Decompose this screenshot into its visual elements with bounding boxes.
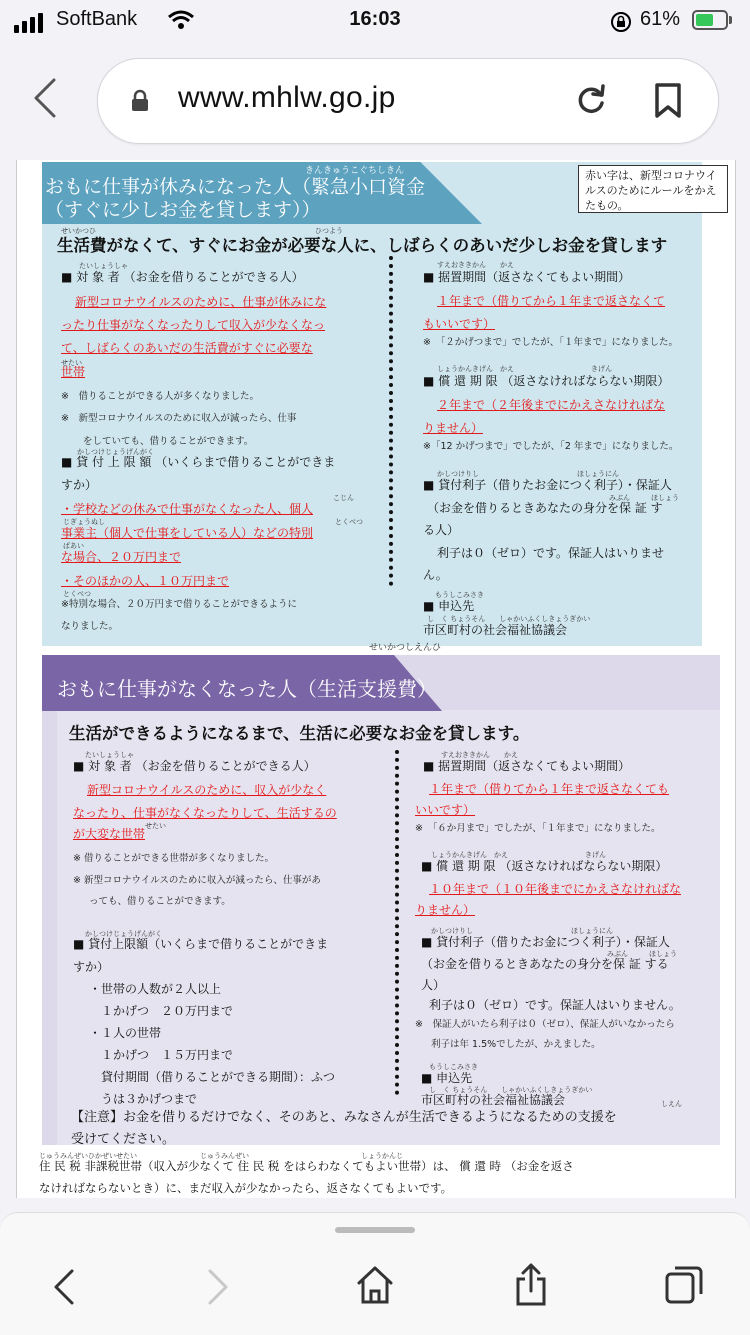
ruby: しょうかんきげん かえ きげん [437, 365, 612, 373]
s1-repay-heading: ■ 償 還 期 限 （返さなければならない期限） [423, 374, 670, 388]
s2-interest-c: 人） [421, 978, 446, 992]
ruby: すえおききかん かえ [437, 261, 514, 269]
s2-apply-heading: ■ 申込先 [421, 1071, 473, 1085]
ruby: ひつよう [315, 227, 343, 235]
s2-item: ・１人の世帯 [89, 1026, 162, 1040]
s1-grace-red: もいいです） [423, 317, 496, 331]
ruby: し く ちょうそん しゃかいふくしきょうぎかい [427, 615, 591, 623]
s2-note: ※ 借りることができる世帯が多くなりました。 [73, 853, 274, 864]
chevron-right-icon [206, 1269, 230, 1305]
s1-apply-heading: ■ 申込先 [423, 599, 475, 613]
ruby: し く ちょうそん しゃかいふくしきょうぎかい [429, 1086, 593, 1094]
section1-title: おもに仕事が休みになった人（緊急小口資金 [45, 176, 426, 198]
ruby: せたい [61, 359, 82, 367]
clock: 16:03 [349, 8, 401, 30]
ruby: じゅうみんぜいひかぜいせたい じゅうみんぜい しょうかんじ [39, 1152, 403, 1160]
ruby: かしつけじょうげんがく [85, 930, 162, 938]
ruby: しえん [661, 1100, 682, 1108]
s2-item: １かげつ ２０万円まで [101, 1004, 234, 1018]
s2-item: １かげつ １５万円まで [101, 1048, 234, 1062]
back-nav-button[interactable] [52, 1269, 76, 1309]
s2-repay-red: りません） [415, 903, 476, 917]
footnote-line2: なければならないとき）に、まだ収入が少なかったら、返さなくてもよいです。 [39, 1181, 453, 1195]
home-icon[interactable] [356, 1265, 394, 1309]
bottom-toolbar [0, 1212, 750, 1335]
status-bar [0, 0, 750, 42]
s1-limit-heading: ■ 貸 付 上 限 額 （いくらまで借りることができま [61, 455, 336, 469]
ruby: かしつけじょうげんがく [77, 448, 154, 456]
section1-lead: 生活費がなくて、すぐにお金が必要な人に、しばらくのあいだ少しお金を貸します [57, 236, 668, 255]
s1-note: ※ 借りることができる人が多くなりました。 [61, 391, 259, 402]
s1-interest-b: （お金を借りるときあなたの身分を保 証 す [427, 501, 663, 515]
tabs-icon[interactable] [664, 1265, 704, 1309]
s1-note: をしていても、借りることができます。 [83, 436, 254, 447]
s2-grace-heading: ■ 据置期間（返さなくてもよい期間） [423, 759, 631, 773]
reload-icon[interactable] [574, 83, 608, 121]
column-divider [395, 750, 399, 1095]
s1-target-heading: ■ 対 象 者 （お金を借りることができる人） [61, 270, 304, 284]
browser-toolbar [0, 42, 750, 160]
address-bar[interactable] [97, 58, 719, 144]
ruby: しょうかんきげん かえ きげん [431, 851, 606, 859]
s1-target-red: ったり仕事がなくなったりして収入が少なくなっ [61, 318, 326, 332]
s1-note: ※ 新型コロナウイルスのために収入が減ったら、仕事 [61, 413, 297, 424]
s1-interest-d: 利子は０（ゼロ）です。保証人はいりませ [437, 546, 665, 560]
s2-note: ※ 新型コロナウイルスのために収入が減ったら、仕事があ [73, 875, 321, 886]
s1-limit-red: 事業主（個人で仕事をしている人）などの特別 [61, 526, 314, 540]
padlock-icon [130, 89, 150, 117]
ruby: みぶん ほしょう [607, 950, 677, 958]
ruby: とくべつ [335, 518, 363, 526]
ruby: とくべつ [63, 590, 91, 598]
forward-nav-button[interactable] [206, 1269, 230, 1309]
s2-grace-note: ※ 「６か月まで」でしたが、「１年まで」になりました。 [415, 823, 661, 834]
s1-repay-red: りません） [423, 421, 484, 435]
s1-interest-c: る人） [423, 523, 460, 537]
section2-lead: 生活ができるようになるまで、生活に必要なお金を貸します。 [69, 724, 530, 743]
s2-grace-red: いいです） [415, 803, 476, 817]
chevron-left-icon [52, 1269, 76, 1305]
url-text[interactable]: www.mhlw.go.jp [178, 81, 396, 114]
bookmark-icon[interactable] [654, 83, 682, 123]
ruby: もうしこみさき [429, 1063, 478, 1071]
ruby: せいかつひ [61, 227, 96, 235]
ruby: たいしょうしゃ [85, 751, 134, 759]
ruby: せたい [145, 822, 166, 830]
s1-limit-heading-b: すか） [61, 478, 98, 492]
s1-apply-target: 市区町村の社会福祉協議会 [423, 623, 568, 637]
ruby: こじん [333, 494, 354, 502]
column-divider [389, 256, 393, 586]
ruby: じぎょうぬし [63, 518, 105, 526]
battery-percent: 61% [640, 8, 681, 30]
s2-repay-heading: ■ 償 還 期 限 （返さなければならない期限） [421, 859, 668, 873]
battery-fill [696, 14, 713, 26]
s1-grace-heading: ■ 据置期間（返さなくてもよい期間） [423, 270, 631, 284]
s2-apply-target: 市区町村の社会福祉協議会 [421, 1093, 566, 1107]
s2-item: 貸付期間（借りることができる期間）：ふつ [101, 1070, 336, 1084]
s2-target-red: が大変な世帯 [73, 827, 146, 841]
s1-limit-red: ・そのほかの人、１０万円まで [61, 574, 230, 588]
drag-handle[interactable] [335, 1227, 415, 1233]
s1-grace-note: ※ 「２かげつまで」でしたが、「１年まで」になりました。 [423, 337, 678, 348]
section1-title-line2: （すぐに少しお金を貸します）） [45, 199, 321, 221]
ruby: かしつけりし ほしょうにん [431, 927, 613, 935]
ruby: ばあい [63, 542, 84, 550]
s1-interest-e: ん。 [423, 568, 448, 582]
s2-interest-b: （お金を借りるときあなたの身分を保 証 する [421, 957, 669, 971]
back-button[interactable] [30, 78, 60, 118]
ruby: たいしょうしゃ [79, 262, 128, 270]
orientation-lock-icon [610, 11, 632, 38]
ruby: すえおききかん かえ [441, 751, 518, 759]
s2-target-heading: ■ 対 象 者 （お金を借りることができる人） [73, 759, 316, 773]
chevron-left-icon [30, 78, 60, 118]
s1-target-red: て、しばらくのあいだの生活費がすぐに必要な [61, 341, 313, 355]
s1-target-red: 新型コロナウイルスのために、仕事が休みにな [75, 295, 327, 309]
ruby: きんきゅうこぐちしきん [305, 166, 405, 176]
battery-icon [692, 10, 728, 30]
battery-tip [729, 16, 732, 24]
s2-repay-red: １０年まで（１０年後までにかえさなければな [429, 882, 682, 896]
s1-limit-red: な場合、２０万円まで [61, 550, 182, 564]
section2-title: おもに仕事がなくなった人（生活支援費） [57, 677, 437, 701]
ruby: かしつけりし ほしょうにん [437, 470, 619, 478]
s1-grace-red: １年まで（借りてから１年まで返さなくて [437, 294, 666, 308]
s2-interest-note: ※ 保証人がいたら利子は０（ゼロ）、保証人がいなかったら [415, 1019, 675, 1030]
ruby: もうしこみさき [435, 591, 484, 599]
s2-note: っても、借りることができます。 [89, 896, 231, 907]
s1-limit-note: ※特別な場合、２０万円まで借りることができるように [61, 599, 297, 610]
s2-limit-heading: ■ 貸付上限額（いくらまで借りることができま [73, 937, 329, 951]
s2-limit-heading-b: すか） [73, 960, 110, 974]
s2-item: ・世帯の人数が２人以上 [89, 982, 222, 996]
red-text-note: 赤い字は、新型コロナウイルスのためにルールをかえたもの。 [578, 165, 728, 213]
page-content [16, 160, 736, 1198]
s2-interest-heading: ■ 貸付利子（借りたお金につく利子）・保証人 [421, 935, 670, 949]
s2-target-red: なったり、仕事がなくなったりして、生活するの [73, 806, 337, 820]
s2-interest-note-b: 利子は年 1.5%でしたが、かえました。 [431, 1039, 601, 1050]
carrier-label: SoftBank [56, 8, 138, 30]
ruby: みぶん ほしょう [609, 494, 679, 502]
ruby: せいかつしえんひ [369, 643, 442, 653]
s1-limit-red: ・学校などの休みで仕事がなくなった人、個人 [61, 502, 314, 516]
s2-target-red: 新型コロナウイルスのために、収入が少なく [87, 783, 327, 797]
s2-grace-red: １年まで（借りてから１年まで返さなくても [429, 782, 670, 796]
caution-text: 【注意】お金を借りるだけでなく、そのあと、みなさんが生活できるようになるための支援を [71, 1110, 617, 1125]
s1-repay-red: ２年まで（２年後までにかえさなければな [437, 398, 666, 412]
s2-interest-d: 利子は０（ゼロ）です。保証人はいりません。 [429, 998, 681, 1012]
s1-repay-note: ※「12 かげつまで」でしたが、「2 年まで」になりました。 [423, 441, 679, 452]
s1-limit-note-b: なりました。 [61, 621, 119, 632]
s1-target-red: 世帯 [61, 365, 86, 379]
s1-interest-heading: ■ 貸付利子（借りたお金につく利子）・保証人 [423, 478, 672, 492]
s2-item: うは３かげつまで [101, 1092, 198, 1106]
share-icon[interactable] [514, 1263, 548, 1311]
footnote-line1: 住 民 税 非課税世帯（収入が少なくて 住 民 税 をはらわなくてもよい世帯）は、 償 還 時 （お金を返さ [39, 1159, 574, 1173]
caution-text-b: 受けてください。 [71, 1132, 176, 1147]
